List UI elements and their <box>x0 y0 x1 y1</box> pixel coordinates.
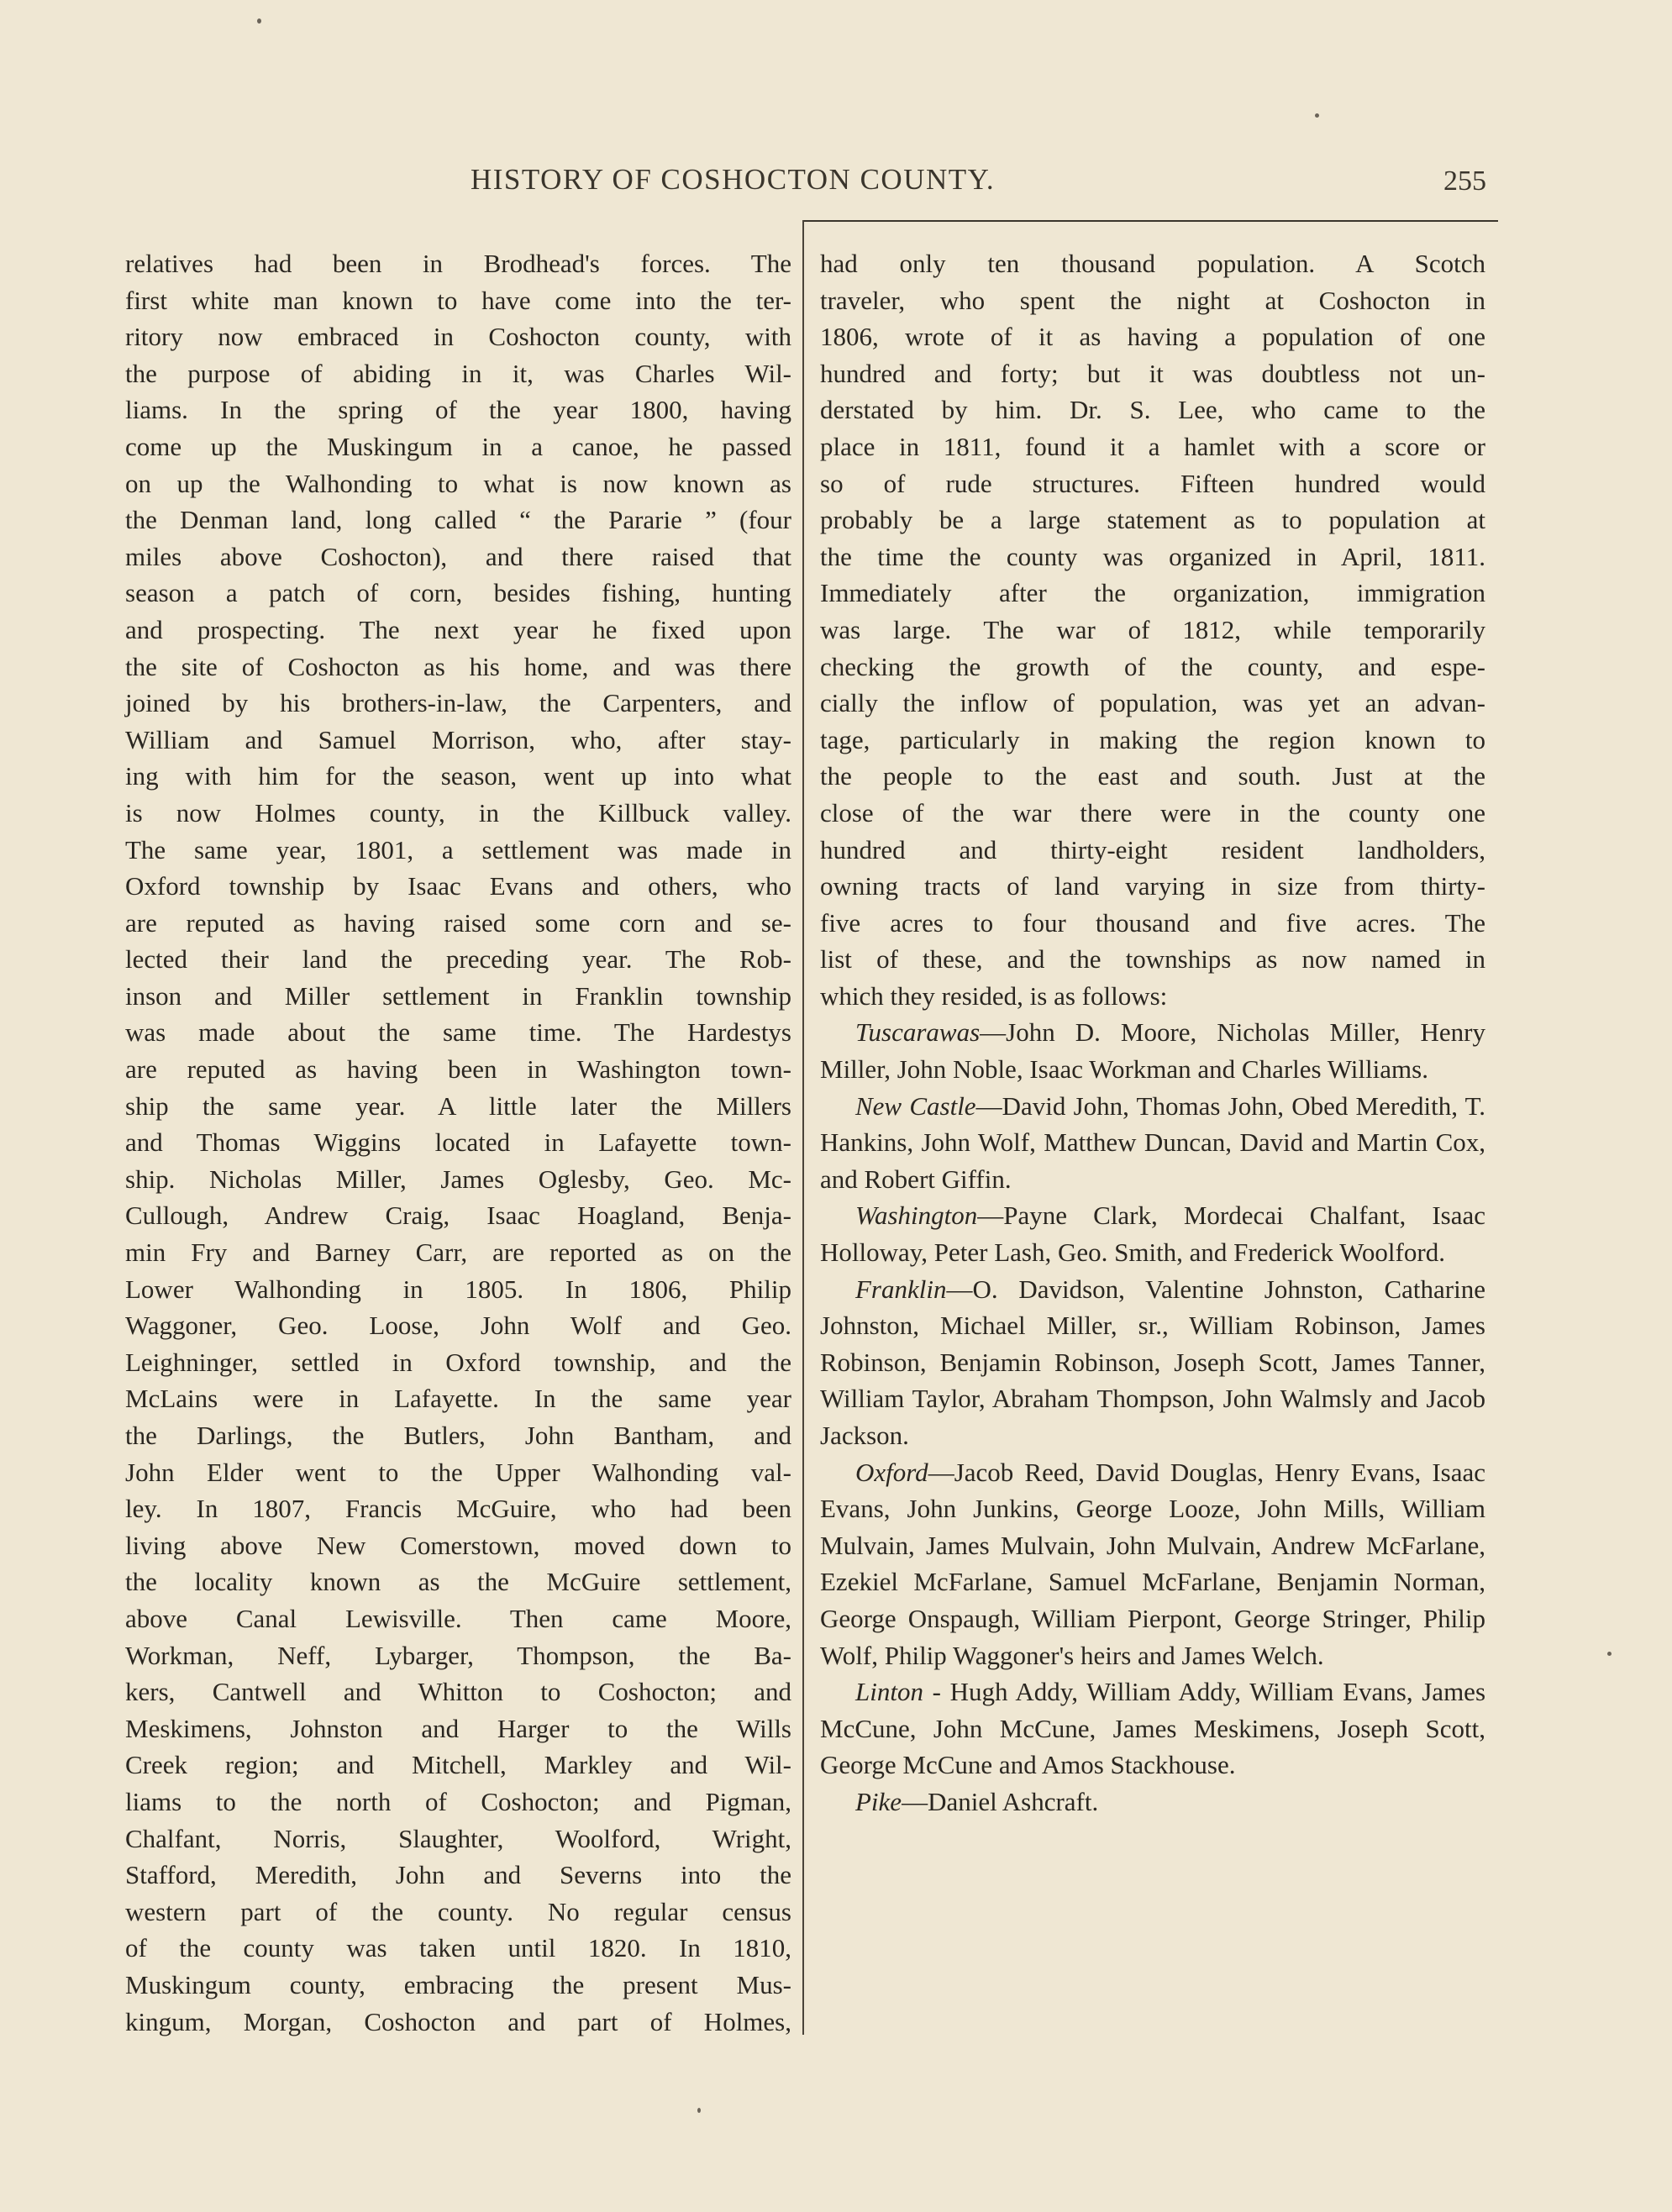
text-line: ritory now embraced in Coshocton county, with <box>125 322 791 352</box>
township-landholders: Payne Clark, Mordecai Chalfant, Isaac Holloway, Peter Lash, Geo. Smith, and Frederick Woolford. <box>820 1201 1485 1268</box>
text-line: Cullough, Andrew Craig, Isaac Hoagland, Benja- <box>125 1201 791 1231</box>
text-line: season a patch of corn, besides fishing, hunting <box>125 578 791 608</box>
text-line: Stafford, Meredith, John and Severns into the <box>125 1860 791 1890</box>
text-line: five acres to four thousand and five acres. The <box>820 907 1485 938</box>
text-line: living above New Comerstown, moved down to <box>125 1530 791 1560</box>
text-line: McLains were in Lafayette. In the same year <box>125 1384 791 1414</box>
print-speck <box>257 18 261 24</box>
township-name: New Castle <box>855 1090 976 1121</box>
township-name: Tuscarawas <box>855 1017 981 1048</box>
township-name: Franklin <box>855 1274 947 1304</box>
township-entry-oxford <box>820 1454 1485 1674</box>
text-line: ing with him for the season, went up into what <box>125 761 791 791</box>
township-entry-tuscarawas <box>820 1014 1485 1087</box>
township-landholders: O. Davidson, Valentine Johnston, Catharine Johnston, Michael Miller, sr., William Robinson, James Robinson, Benjamin Robinson, Joseph Scott, James Tanner, William Taylor, Abraham Thompson, John Walmsly and Jacob Jackson. <box>820 1274 1485 1450</box>
entry-separator: — <box>977 1201 1004 1231</box>
entry-separator: — <box>975 1090 1002 1121</box>
text-line: list of these, and the townships as now named in <box>820 944 1485 975</box>
text-line: are reputed as having raised some corn and se- <box>125 907 791 938</box>
text-line: owning tracts of land varying in size from thirty- <box>820 871 1485 901</box>
text-line: are reputed as having been in Washington town- <box>125 1054 791 1085</box>
township-name: Linton <box>855 1677 923 1707</box>
text-line: Oxford township by Isaac Evans and others, who <box>125 871 791 901</box>
text-line: kingum, Morgan, Coshocton and part of Holmes, <box>125 2006 791 2036</box>
entry-separator: — <box>928 1457 954 1487</box>
entry-separator: — <box>902 1786 928 1816</box>
text-line: ship the same year. A little later the Millers <box>125 1090 791 1121</box>
print-speck <box>1607 1652 1612 1656</box>
text-line: hundred and forty; but it was doubtless not un- <box>820 358 1485 388</box>
text-line: Meskimens, Johnston and Harger to the Wills <box>125 1713 791 1743</box>
township-landholders: John D. Moore, Nicholas Miller, Henry Miller, John Noble, Isaac Workman and Charles Williams. <box>820 1017 1485 1085</box>
text-line: Muskingum county, embracing the present Mus- <box>125 1969 791 1999</box>
print-speck <box>1315 113 1319 118</box>
text-line: place in 1811, found it a hamlet with a score or <box>820 431 1485 461</box>
township-landholders: Jacob Reed, David Douglas, Henry Evans, Isaac Evans, John Junkins, George Looze, John Mills, William Mulvain, James Mulvain, John Mulvain, Andrew McFarlane, Ezekiel McFarlane, Samuel McFarlane, Benjamin Norman, George Onspaugh, William Pierpont, George Stringer, Philip Wolf, Philip Waggoner's heirs and James Welch. <box>820 1457 1485 1670</box>
text-line: the time the county was organized in April, 1811. <box>820 541 1485 571</box>
running-title: HISTORY OF COSHOCTON COUNTY. <box>471 163 996 196</box>
township-entry-linton <box>820 1673 1485 1784</box>
text-line: ley. In 1807, Francis McGuire, who had been <box>125 1494 791 1524</box>
text-line: of the county was taken until 1820. In 1810, <box>125 1933 791 1963</box>
print-speck <box>697 2108 701 2113</box>
township-entry-new-castle <box>820 1088 1485 1198</box>
township-name: Oxford <box>855 1457 928 1487</box>
header-rule <box>802 220 1498 222</box>
text-line: and prospecting. The next year he fixed upon <box>125 614 791 644</box>
township-entry-pike <box>820 1784 1485 1821</box>
entry-separator: — <box>980 1017 1007 1048</box>
page-number: 255 <box>1443 166 1486 197</box>
text-line: John Elder went to the Upper Walhonding val- <box>125 1457 791 1487</box>
text-line: checking the growth of the county, and espe- <box>820 651 1485 681</box>
text-line: so of rude structures. Fifteen hundred would <box>820 468 1485 498</box>
text-line: Chalfant, Norris, Slaughter, Woolford, Wright, <box>125 1823 791 1853</box>
text-line: is now Holmes county, in the Killbuck valley. <box>125 797 791 828</box>
text-line: was made about the same time. The Hardestys <box>125 1017 791 1048</box>
text-line: Leighninger, settled in Oxford township, and the <box>125 1347 791 1377</box>
text-line: min Fry and Barney Carr, are reported as on the <box>125 1237 791 1268</box>
text-line: Workman, Neff, Lybarger, Thompson, the Ba- <box>125 1640 791 1670</box>
township-entry-franklin <box>820 1271 1485 1454</box>
text-line: joined by his brothers-in-law, the Carpenters, and <box>125 688 791 718</box>
text-line: kers, Cantwell and Whitton to Coshocton; and <box>125 1677 791 1707</box>
township-entry-washington <box>820 1197 1485 1270</box>
text-line: the purpose of abiding in it, was Charles Wil- <box>125 358 791 388</box>
text-line: first white man known to have come into the ter- <box>125 285 791 315</box>
text-line: William and Samuel Morrison, who, after stay- <box>125 724 791 754</box>
text-line: Lower Walhonding in 1805. In 1806, Philip <box>125 1274 791 1304</box>
text-line: the locality known as the McGuire settlement, <box>125 1567 791 1597</box>
text-line: the people to the east and south. Just at the <box>820 761 1485 791</box>
text-line: the Denman land, long called “ the Pararie ” (four <box>125 505 791 535</box>
entry-separator: - <box>923 1677 950 1707</box>
township-landholders: Daniel Ashcraft. <box>928 1786 1099 1816</box>
text-line: tage, particularly in making the region known to <box>820 724 1485 754</box>
text-line: which they resided, is as follows: <box>820 980 1168 1011</box>
text-line: hundred and thirty-eight resident landholders, <box>820 834 1485 864</box>
text-line: lected their land the preceding year. The Rob- <box>125 944 791 975</box>
text-line: come up the Muskingum in a canoe, he passed <box>125 431 791 461</box>
text-line: Creek region; and Mitchell, Markley and Wil- <box>125 1750 791 1780</box>
text-line: relatives had been in Brodhead's forces. The <box>125 249 791 278</box>
text-line: cially the inflow of population, was yet an advan- <box>820 688 1485 718</box>
township-landholders: Hugh Addy, William Addy, William Evans, James McCune, John McCune, James Meskimens, Joseph Scott, George McCune and Amos Stackhouse. <box>820 1677 1486 1780</box>
text-line: miles above Coshocton), and there raised that <box>125 541 791 571</box>
text-line: The same year, 1801, a settlement was made in <box>125 834 791 864</box>
text-line: derstated by him. Dr. S. Lee, who came to the <box>820 395 1485 425</box>
text-line: 1806, wrote of it as having a population of one <box>820 322 1485 352</box>
left-column <box>125 245 791 2040</box>
text-line: traveler, who spent the night at Coshocton in <box>820 285 1485 315</box>
entry-separator: — <box>946 1274 973 1304</box>
text-line: western part of the county. No regular census <box>125 1896 791 1926</box>
text-line: and Thomas Wiggins located in Lafayette town- <box>125 1127 791 1158</box>
text-line: liams to the north of Coshocton; and Pigman, <box>125 1786 791 1816</box>
text-line: inson and Miller settlement in Franklin township <box>125 980 791 1011</box>
text-line: Immediately after the organization, immigration <box>820 578 1485 608</box>
text-line: was large. The war of 1812, while temporarily <box>820 614 1485 644</box>
township-name: Pike <box>855 1786 902 1816</box>
text-line: the Darlings, the Butlers, John Bantham, and <box>125 1421 791 1450</box>
township-landholders: David John, Thomas John, Obed Meredith, T. Hankins, John Wolf, Matthew Duncan, David and Martin Cox, and Robert Giffin. <box>820 1090 1485 1194</box>
text-line: the site of Coshocton as his home, and was there <box>125 651 791 681</box>
text-line: liams. In the spring of the year 1800, having <box>125 395 791 425</box>
text-line: probably be a large statement as to population at <box>820 505 1485 535</box>
right-column <box>820 245 1485 1821</box>
text-line: above Canal Lewisville. Then came Moore, <box>125 1603 791 1633</box>
column-divider <box>802 220 804 2035</box>
text-line: close of the war there were in the county one <box>820 797 1485 828</box>
township-name: Washington <box>855 1201 978 1231</box>
text-line: had only ten thousand population. A Scotch <box>820 249 1485 278</box>
text-line: on up the Walhonding to what is now known as <box>125 468 791 498</box>
text-line: Waggoner, Geo. Loose, John Wolf and Geo. <box>125 1311 791 1341</box>
text-line: ship. Nicholas Miller, James Oglesby, Geo. Mc- <box>125 1164 791 1194</box>
